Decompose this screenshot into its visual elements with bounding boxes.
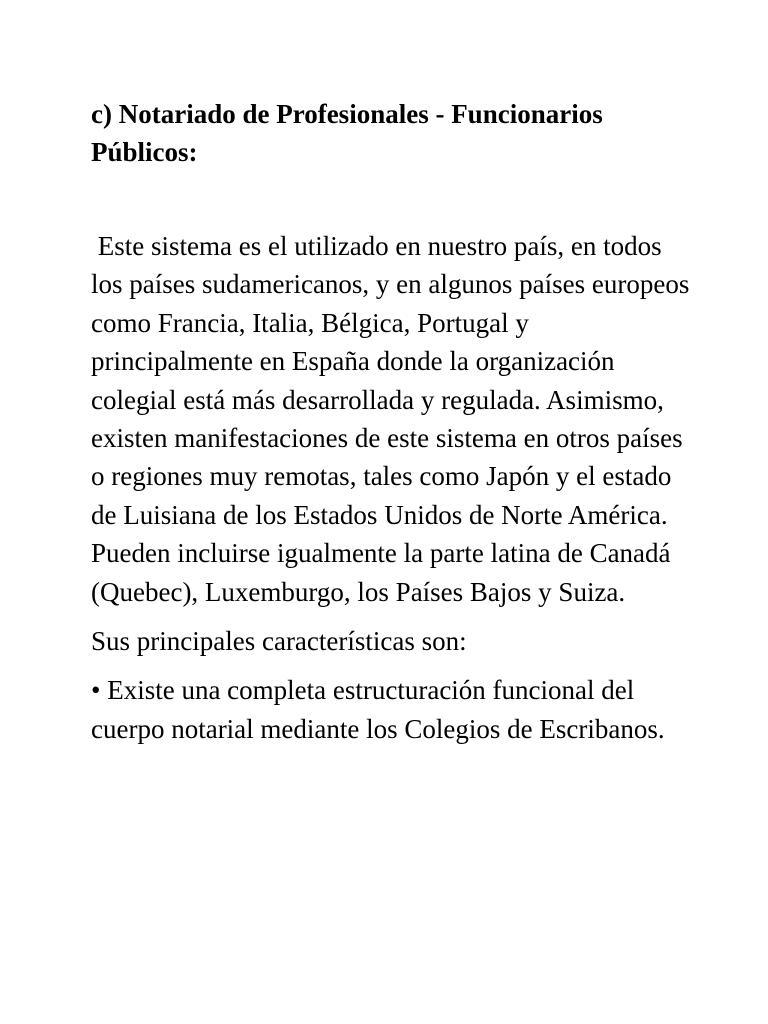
characteristics-lead: Sus principales características son: (91, 626, 467, 657)
section-heading: c) Notariado de Profesionales - Funcionarios Públicos: (91, 99, 603, 167)
bullet-item: • Existe una completa estructuración funcional del cuerpo notarial mediante los Colegios de Escribanos. (91, 675, 665, 744)
document-page (91, 95, 697, 748)
intro-paragraph: Este sistema es el utilizado en nuestro país, en todos los países sudamericanos, y en algunos países europeos como Francia, Italia, Bélgica, Portugal y principalmente en España donde la organización colegial está más desarrollada y regulada. Asimismo, existen manifestaciones de este sistema en otros países o regiones muy remotas, tales como Japón y el estado de Luisiana de los Estados Unidos de Norte América. Pueden incluirse igualmente la parte latina de Canadá (Quebec), Luxemburgo, los Países Bajos y Suiza. (91, 231, 697, 607)
